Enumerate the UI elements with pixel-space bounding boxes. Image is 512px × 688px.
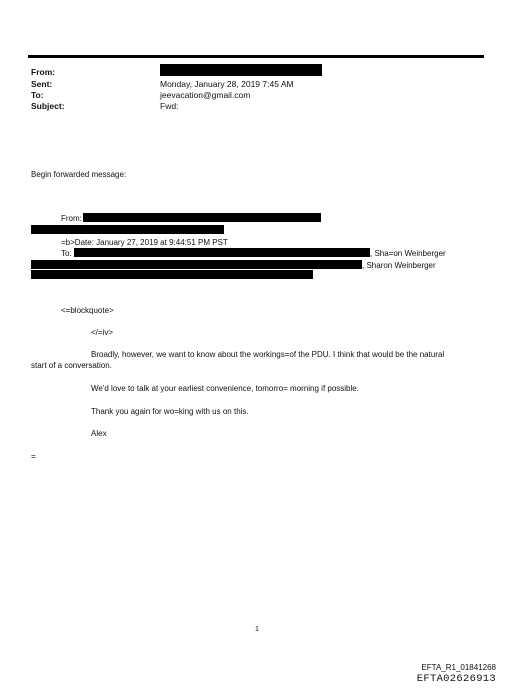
subject-value: Fwd: [160,101,179,111]
bates-number-1: EFTA_R1_01841268 [421,663,496,672]
fwd-from-redaction-2 [31,225,224,234]
from-redaction [160,64,322,76]
to-value: jeevacation@gmail.com [160,90,251,100]
bates-number-2: EFTA02626913 [416,673,496,685]
sent-value: Monday, January 28, 2019 7:45 AM [160,79,294,89]
fwd-to-redaction-3 [31,270,313,279]
blockquote-tag: <=blockquote> [61,306,114,315]
fwd-to-name-2: , Sharon Weinberger [362,261,436,270]
fwd-from-redaction-1 [83,213,321,222]
forward-intro: Begin forwarded message: [31,170,127,179]
para3: Thank you again for wo=king with us on this. [91,407,249,416]
subject-label: Subject: [31,101,65,111]
fwd-to-redaction-1 [74,248,370,257]
to-label: To: [31,90,44,100]
para1-line2: start of a conversation. [31,361,112,370]
fwd-to-redaction-2 [31,260,362,269]
from-label: From: [31,67,56,77]
iv-tag: </=iv> [91,328,114,337]
header-rule [28,55,484,58]
para1-line1: Broadly, however, we want to know about the workings=of the PDU. I think that would be the natural [91,350,445,359]
fwd-from-label: From: [61,214,82,223]
page-number: 1 [255,626,259,633]
signature: Alex [91,429,107,438]
fwd-date: =b>Date: January 27, 2019 at 9:44:51 PM PST [61,238,228,247]
para2: We'd love to talk at your earliest convenience, tomorro= morning if possible. [91,384,359,393]
fwd-to-name-1: , Sha=on Weinberger [370,249,446,258]
trailing-mark: = [31,452,36,461]
sent-label: Sent: [31,79,53,89]
fwd-to-label: To: [61,249,72,258]
